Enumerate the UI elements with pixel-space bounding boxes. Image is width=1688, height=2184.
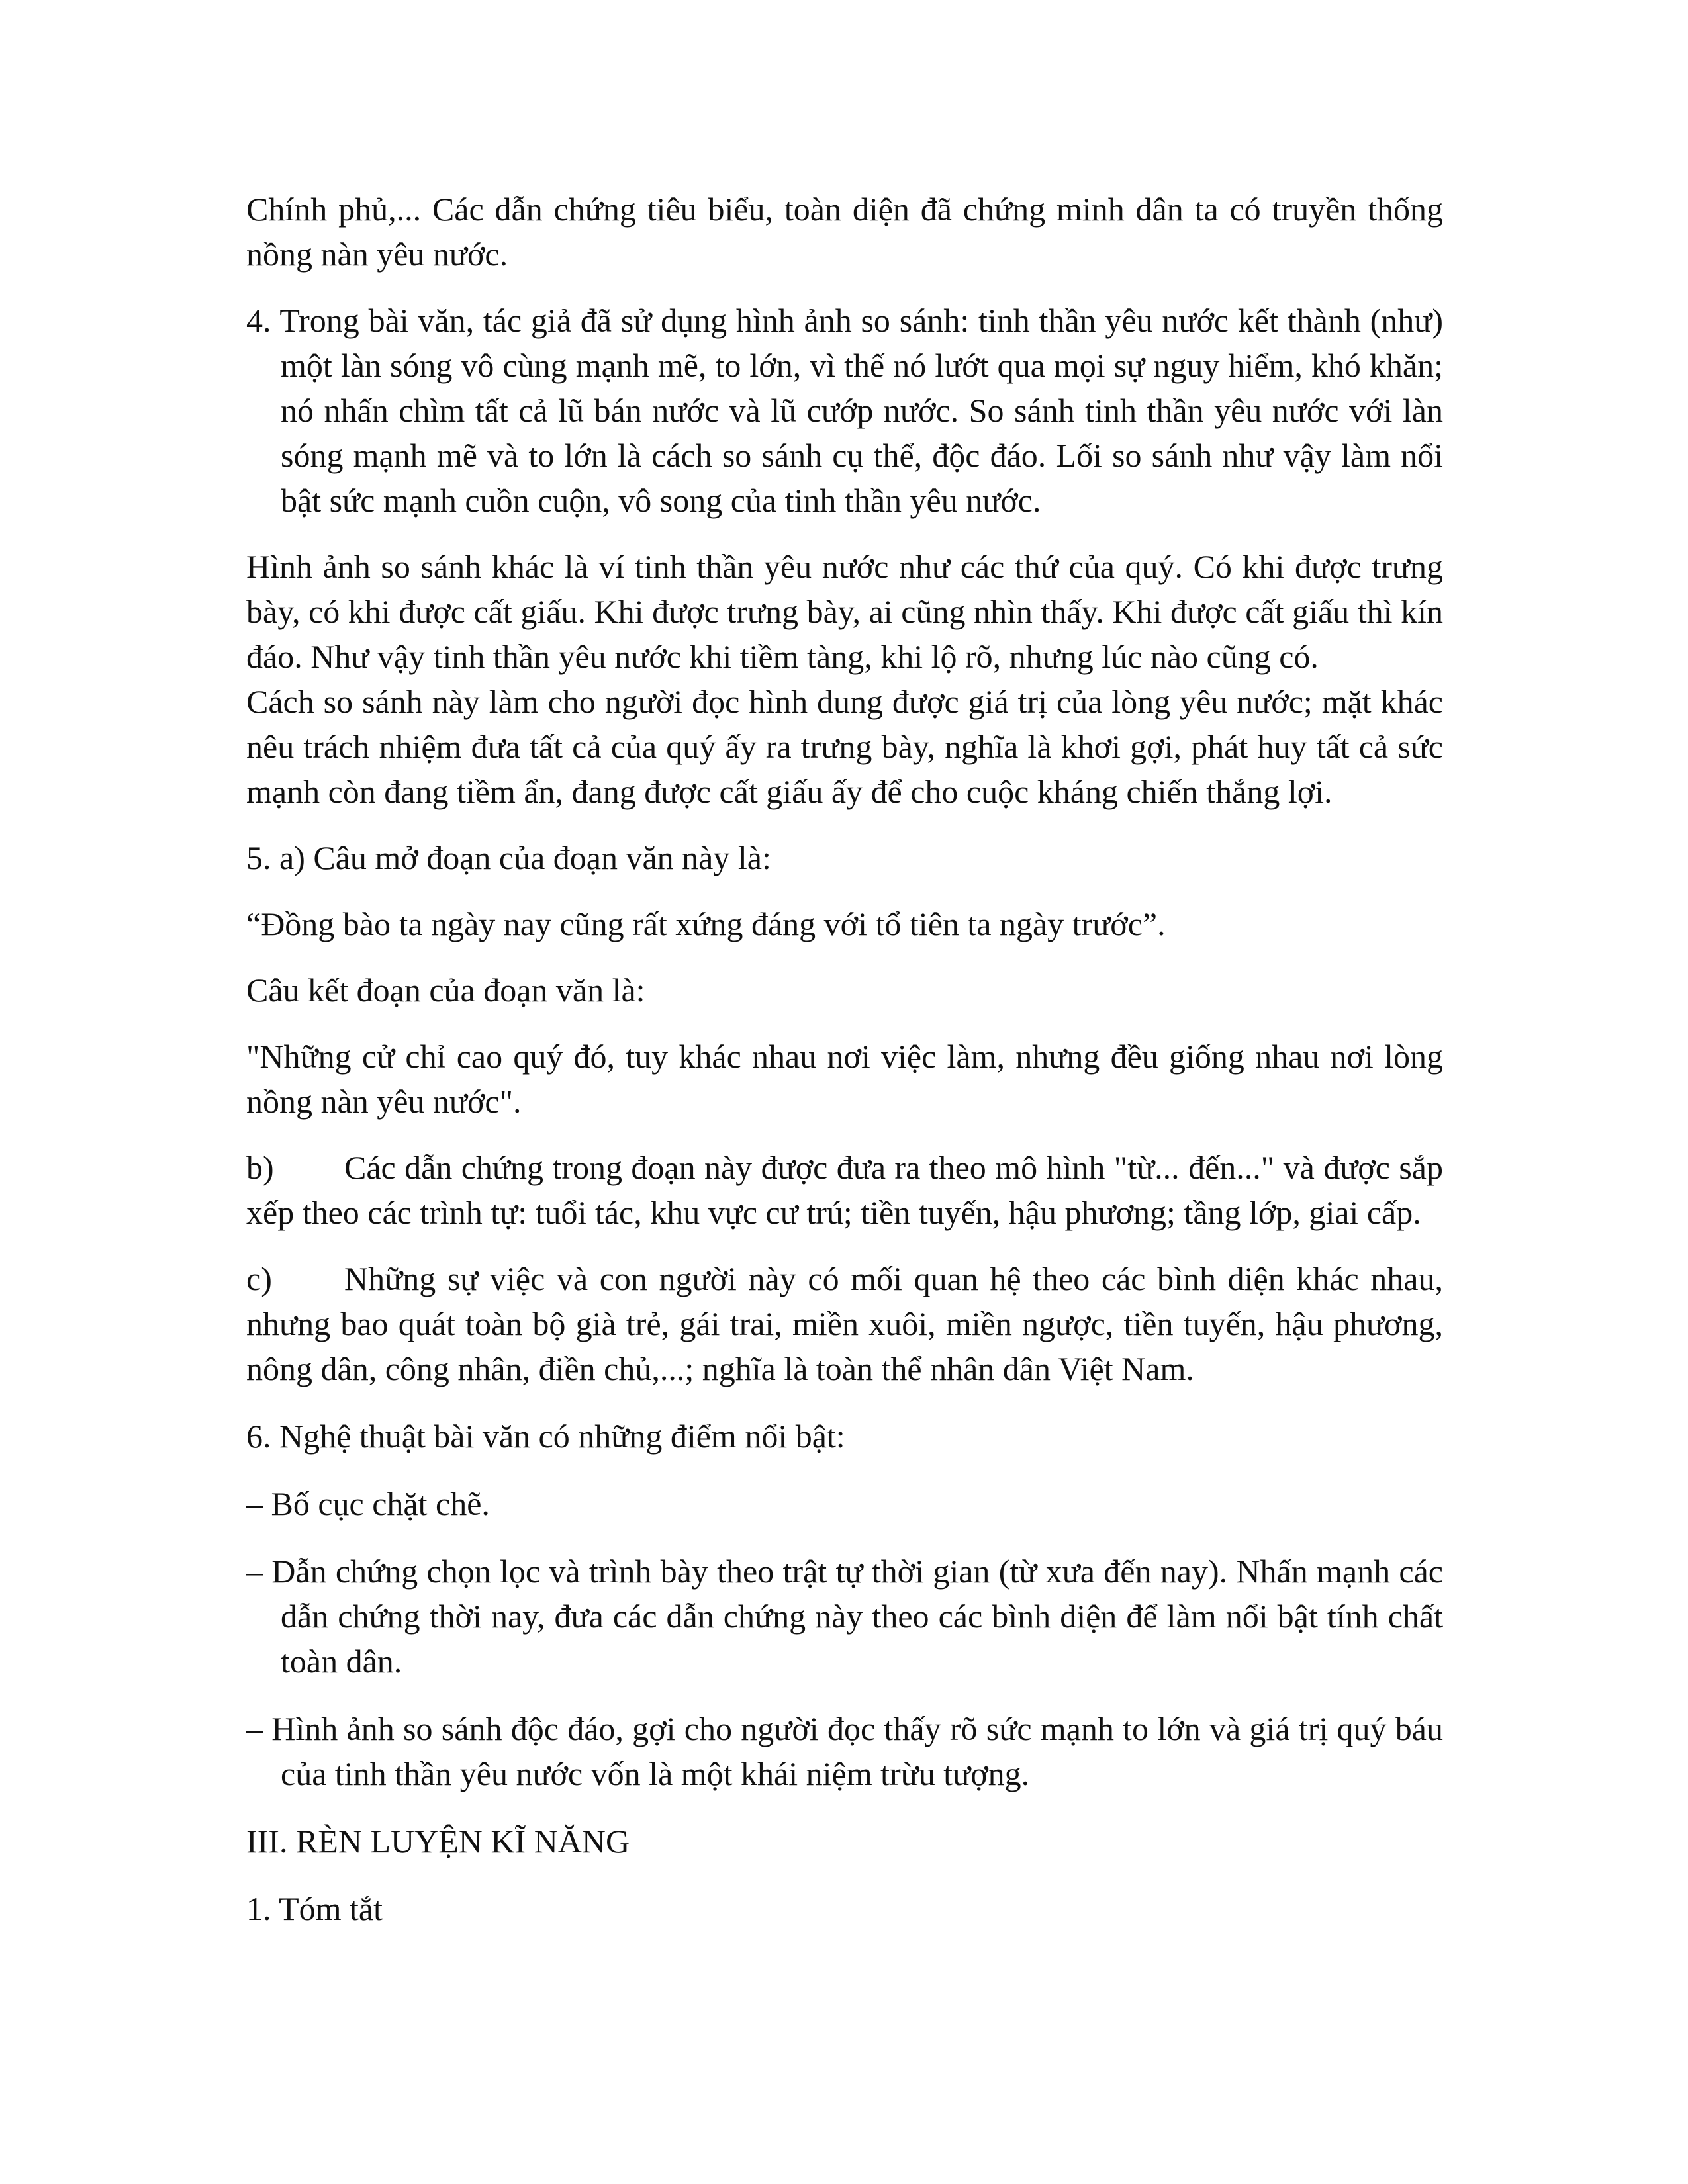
answer-5b-label: b) xyxy=(246,1149,274,1186)
closing-sentence-heading: Câu kết đoạn của đoạn văn là: xyxy=(246,972,645,1009)
answer-5a-heading: 5. a) Câu mở đoạn của đoạn văn này là: xyxy=(246,839,771,876)
art-point-evidence: – Dẫn chứng chọn lọc và trình bày theo trật tự thời gian (từ xưa đến nay). Nhấn mạnh các dẫn chứng thời nay, đưa các dẫn chứng này theo các bình diện để làm nổi bật tính chất toàn dân. xyxy=(246,1553,1443,1680)
opening-sentence-quote: “Đồng bào ta ngày nay cũng rất xứng đáng với tổ tiên ta ngày trước”. xyxy=(246,905,1166,942)
comparison-treasure-paragraph: Hình ảnh so sánh khác là ví tinh thần yêu nước như các thứ của quý. Có khi được trưng bày, có khi được cất giấu. Khi được trưng bày, ai cũng nhìn thấy. Khi được cất giấu thì kín đáo. Như vậy tinh thần yêu nước khi tiềm tàng, khi lộ rõ, nhưng lúc nào cũng có. xyxy=(246,548,1443,675)
art-point-comparison: – Hình ảnh so sánh độc đáo, gợi cho người đọc thấy rõ sức mạnh to lớn và giá trị quý báu của tinh thần yêu nước vốn là một khái niệm trừu tượng. xyxy=(246,1710,1443,1792)
section-heading-skills: III. RÈN LUYỆN KĨ NĂNG xyxy=(246,1823,630,1860)
answer-4-paragraph: 4. Trong bài văn, tác giả đã sử dụng hình ảnh so sánh: tinh thần yêu nước kết thành (như) một làn sóng vô cùng mạnh mẽ, to lớn, vì thế nó lướt qua mọi sự nguy hiểm, khó khăn; nó nhấn chìm tất cả lũ bán nước và lũ cướp nước. So sánh tinh thần yêu nước với làn sóng mạnh mẽ và to lớn là cách so sánh cụ thể, độc đáo. Lối so sánh như vậy làm nổi bật sức mạnh cuồn cuộn, vô song của tinh thần yêu nước. xyxy=(246,302,1443,519)
paragraph-evidence-summary: Chính phủ,... Các dẫn chứng tiêu biểu, toàn diện đã chứng minh dân ta có truyền thống nồng nàn yêu nước. xyxy=(246,191,1443,273)
answer-6-heading: 6. Nghệ thuật bài văn có những điểm nổi bật: xyxy=(246,1418,845,1455)
subsection-heading-summary: 1. Tóm tắt xyxy=(246,1890,383,1927)
comparison-effect-paragraph: Cách so sánh này làm cho người đọc hình dung được giá trị của lòng yêu nước; mặt khác nêu trách nhiệm đưa tất cả của quý ấy ra trưng bày, nghĩa là khơi gợi, phát huy tất cả sức mạnh còn đang tiềm ẩn, đang được cất giấu ấy để cho cuộc kháng chiến thắng lợi. xyxy=(246,683,1443,810)
answer-5b-text: Các dẫn chứng trong đoạn này được đưa ra theo mô hình "từ... đến..." và được sắp xếp theo các trình tự: tuổi tác, khu vực cư trú; tiền tuyến, hậu phương; tầng lớp, giai cấp. xyxy=(246,1149,1443,1231)
closing-sentence-quote: "Những cử chỉ cao quý đó, tuy khác nhau nơi việc làm, nhưng đều giống nhau nơi lòng nồng nàn yêu nước". xyxy=(246,1038,1443,1120)
art-point-structure: – Bố cục chặt chẽ. xyxy=(246,1485,490,1522)
document-page xyxy=(246,187,1443,1931)
answer-5c-label: c) xyxy=(246,1260,272,1297)
answer-5b-paragraph xyxy=(246,1145,1443,1235)
answer-5c-text: Những sự việc và con người này có mối quan hệ theo các bình diện khác nhau, nhưng bao quát toàn bộ già trẻ, gái trai, miền xuôi, miền ngược, tiền tuyến, hậu phương, nông dân, công nhân, điền chủ,...; nghĩa là toàn thể nhân dân Việt Nam. xyxy=(246,1260,1443,1387)
answer-5c-paragraph xyxy=(246,1256,1443,1391)
